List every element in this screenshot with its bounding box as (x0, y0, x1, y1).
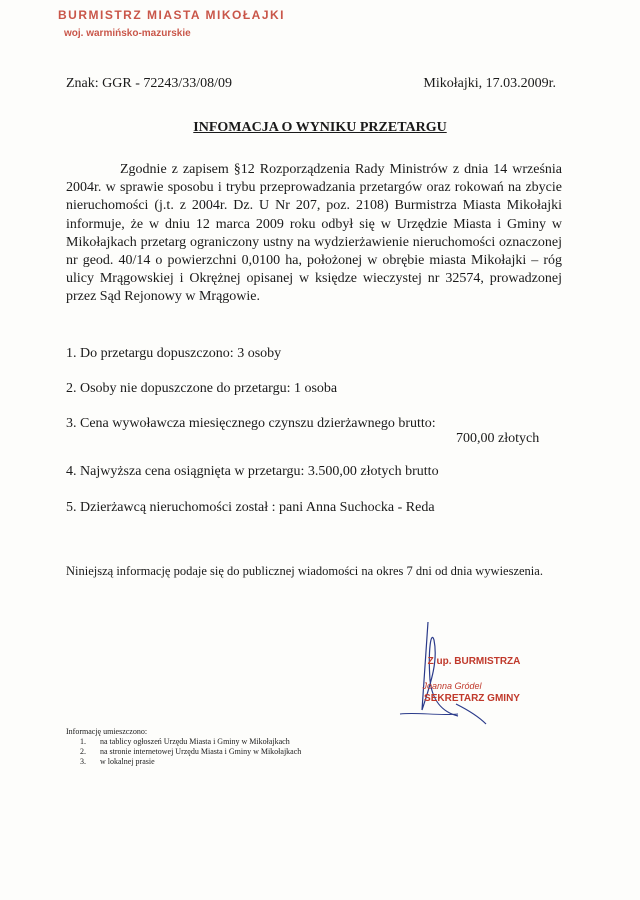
signature-stamp-line1: Z up. BURMISTRZA (427, 656, 521, 667)
document-header (66, 76, 556, 92)
office-stamp (58, 8, 285, 39)
footer-list (66, 737, 301, 767)
body-paragraph: Zgodnie z zapisem §12 Rozporządzenia Rady Ministrów z dnia 14 września 2004r. w sprawie sposobu i trybu przeprowadzania przetargów oraz rokowań na zbycie nieruchomości (j.t. z 2004r. Dz. U Nr 207, poz. 2108) Burmistrza Miasta Mikołajki informuje, że w dniu 12 marca 2009 roku odbył się w Urzędzie Miasta i Gminy w Mikołajkach przetarg ograniczony ustny na wydzierżawienie nieruchomości oznaczonej nr geod. 40/14 o powierzchni 0,0100 ha, położonej w obrębie miasta Mikołajki – róg ulicy Mrągowskiej i Okrężnej opisanej w księdze wieczystej nr 32574, prowadzonej przez Sąd Rejonowy w Mrągowie. (66, 162, 562, 305)
place-and-date: Mikołajki, 17.03.2009r. (423, 76, 556, 91)
footer-item: 2. na stronie internetowej Urzędu Miasta i Gminy w Mikołajkach (88, 747, 301, 757)
document-title: INFOMACJA O WYNIKU PRZETARGU (193, 120, 447, 135)
signature-stamp-name: Joanna Gródel (422, 681, 482, 691)
result-item-2: 2. Osoby nie dopuszczone do przetargu: 1 osoba (66, 381, 338, 396)
office-stamp-line2: woj. warmińsko-mazurskie (64, 28, 191, 39)
result-item-3-amount: 700,00 złotych (456, 431, 540, 446)
signature-stamp (372, 656, 532, 704)
result-item-1: 1. Do przetargu dopuszczono: 3 osoby (66, 346, 282, 361)
footer-heading: Informację umieszczono: (66, 727, 148, 736)
footer-item: 1. na tablicy ogłoszeń Urzędu Miasta i Gminy w Mikołajkach (88, 737, 301, 747)
footer-notes (66, 727, 301, 767)
closing-paragraph: Niniejszą informację podaje się do publicznej wiadomości na okres 7 dni od dnia wywieszenia. (66, 564, 543, 578)
result-item-4: 4. Najwyższa cena osiągnięta w przetargu: 3.500,00 złotych brutto (66, 464, 439, 479)
result-item-5: 5. Dzierżawcą nieruchomości został : pani Anna Suchocka - Reda (66, 500, 435, 515)
result-item-3: 3. Cena wywoławcza miesięcznego czynszu dzierżawnego brutto: (66, 416, 436, 431)
office-stamp-line1: BURMISTRZ MIASTA MIKOŁAJKI (58, 8, 285, 22)
reference-number: Znak: GGR - 72243/33/08/09 (66, 76, 233, 91)
signature-stamp-title: SEKRETARZ GMINY (424, 693, 520, 704)
footer-item: 3. w lokalnej prasie (88, 757, 301, 767)
